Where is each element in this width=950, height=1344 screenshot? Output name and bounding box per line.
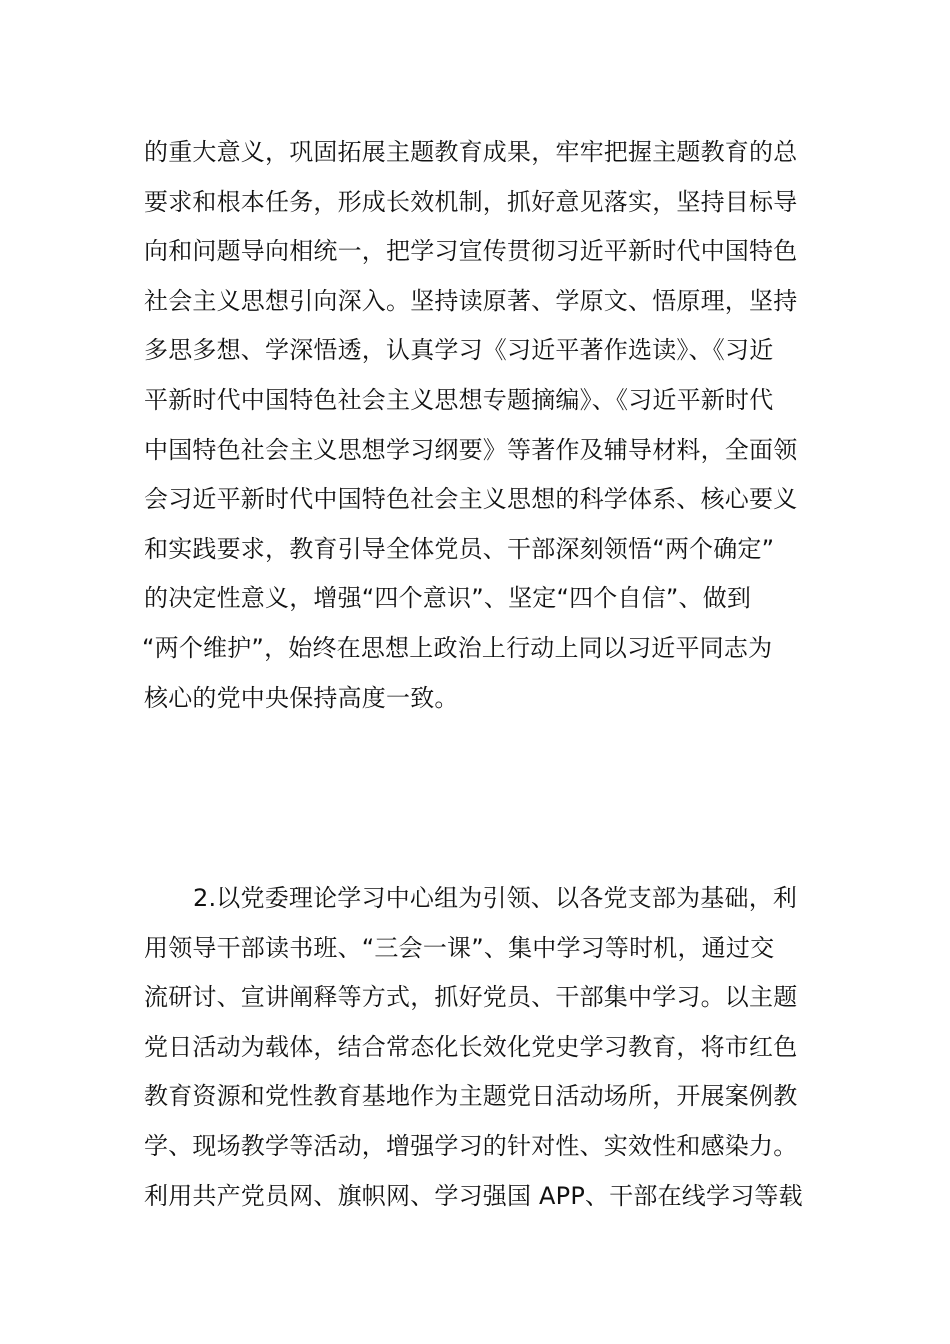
paragraph-1-line: 要求和根本任务，形成长效机制，抓好意见落实，坚持目标导 [144, 187, 798, 216]
paragraph-1 [144, 128, 814, 723]
paragraph-1-line: 会习近平新时代中国特色社会主义思想的科学体系、核心要义 [144, 485, 798, 514]
paragraph-2-line: 流研讨、宣讲阐释等方式，抓好党员、干部集中学习。以主题 [144, 983, 798, 1012]
paragraph-2-line: 利用共产党员网、旗帜网、学习强国 APP、干部在线学习等载 [144, 1181, 803, 1210]
paragraph-2 [144, 874, 814, 1221]
paragraph-1-line: 多思多想、学深悟透，认真学习《习近平著作选读》、《习近 [144, 336, 774, 365]
paragraph-2-line: 2.以党委理论学习中心组为引领、以各党支部为基础，利 [193, 884, 798, 912]
paragraph-1-line: “两个维护”，始终在思想上政治上行动上同以习近平同志为 [142, 633, 773, 662]
paragraph-2-line: 用领导干部读书班、“三会一课”、集中学习等时机，通过交 [144, 933, 775, 962]
paragraph-1-line: 的决定性意义，增强“四个意识”、坚定“四个自信”、做到 [144, 584, 752, 613]
paragraph-1-line: 平新时代中国特色社会主义思想专题摘编》、《习近平新时代 [144, 385, 774, 414]
paragraph-2-line: 党日活动为载体，结合常态化长效化党史学习教育，将市红色 [144, 1032, 798, 1061]
paragraph-1-line: 中国特色社会主义思想学习纲要》等著作及辅导材料，全面领 [144, 435, 798, 464]
paragraph-2-line: 学、现场教学等活动，增强学习的针对性、实效性和感染力。 [144, 1131, 798, 1160]
paragraph-1-line: 社会主义思想引向深入。坚持读原著、学原文、悟原理，坚持 [144, 286, 798, 315]
paragraph-2-line: 教育资源和党性教育基地作为主题党日活动场所，开展案例教 [144, 1082, 798, 1111]
paragraph-1-line: 的重大意义，巩固拓展主题教育成果，牢牢把握主题教育的总 [144, 138, 798, 166]
paragraph-1-line: 向和问题导向相统一，把学习宣传贯彻习近平新时代中国特色 [144, 237, 798, 266]
paragraph-1-line: 和实践要求，教育引导全体党员、干部深刻领悟“两个确定” [144, 534, 775, 563]
paragraph-1-line: 核心的党中央保持高度一致。 [144, 683, 459, 712]
